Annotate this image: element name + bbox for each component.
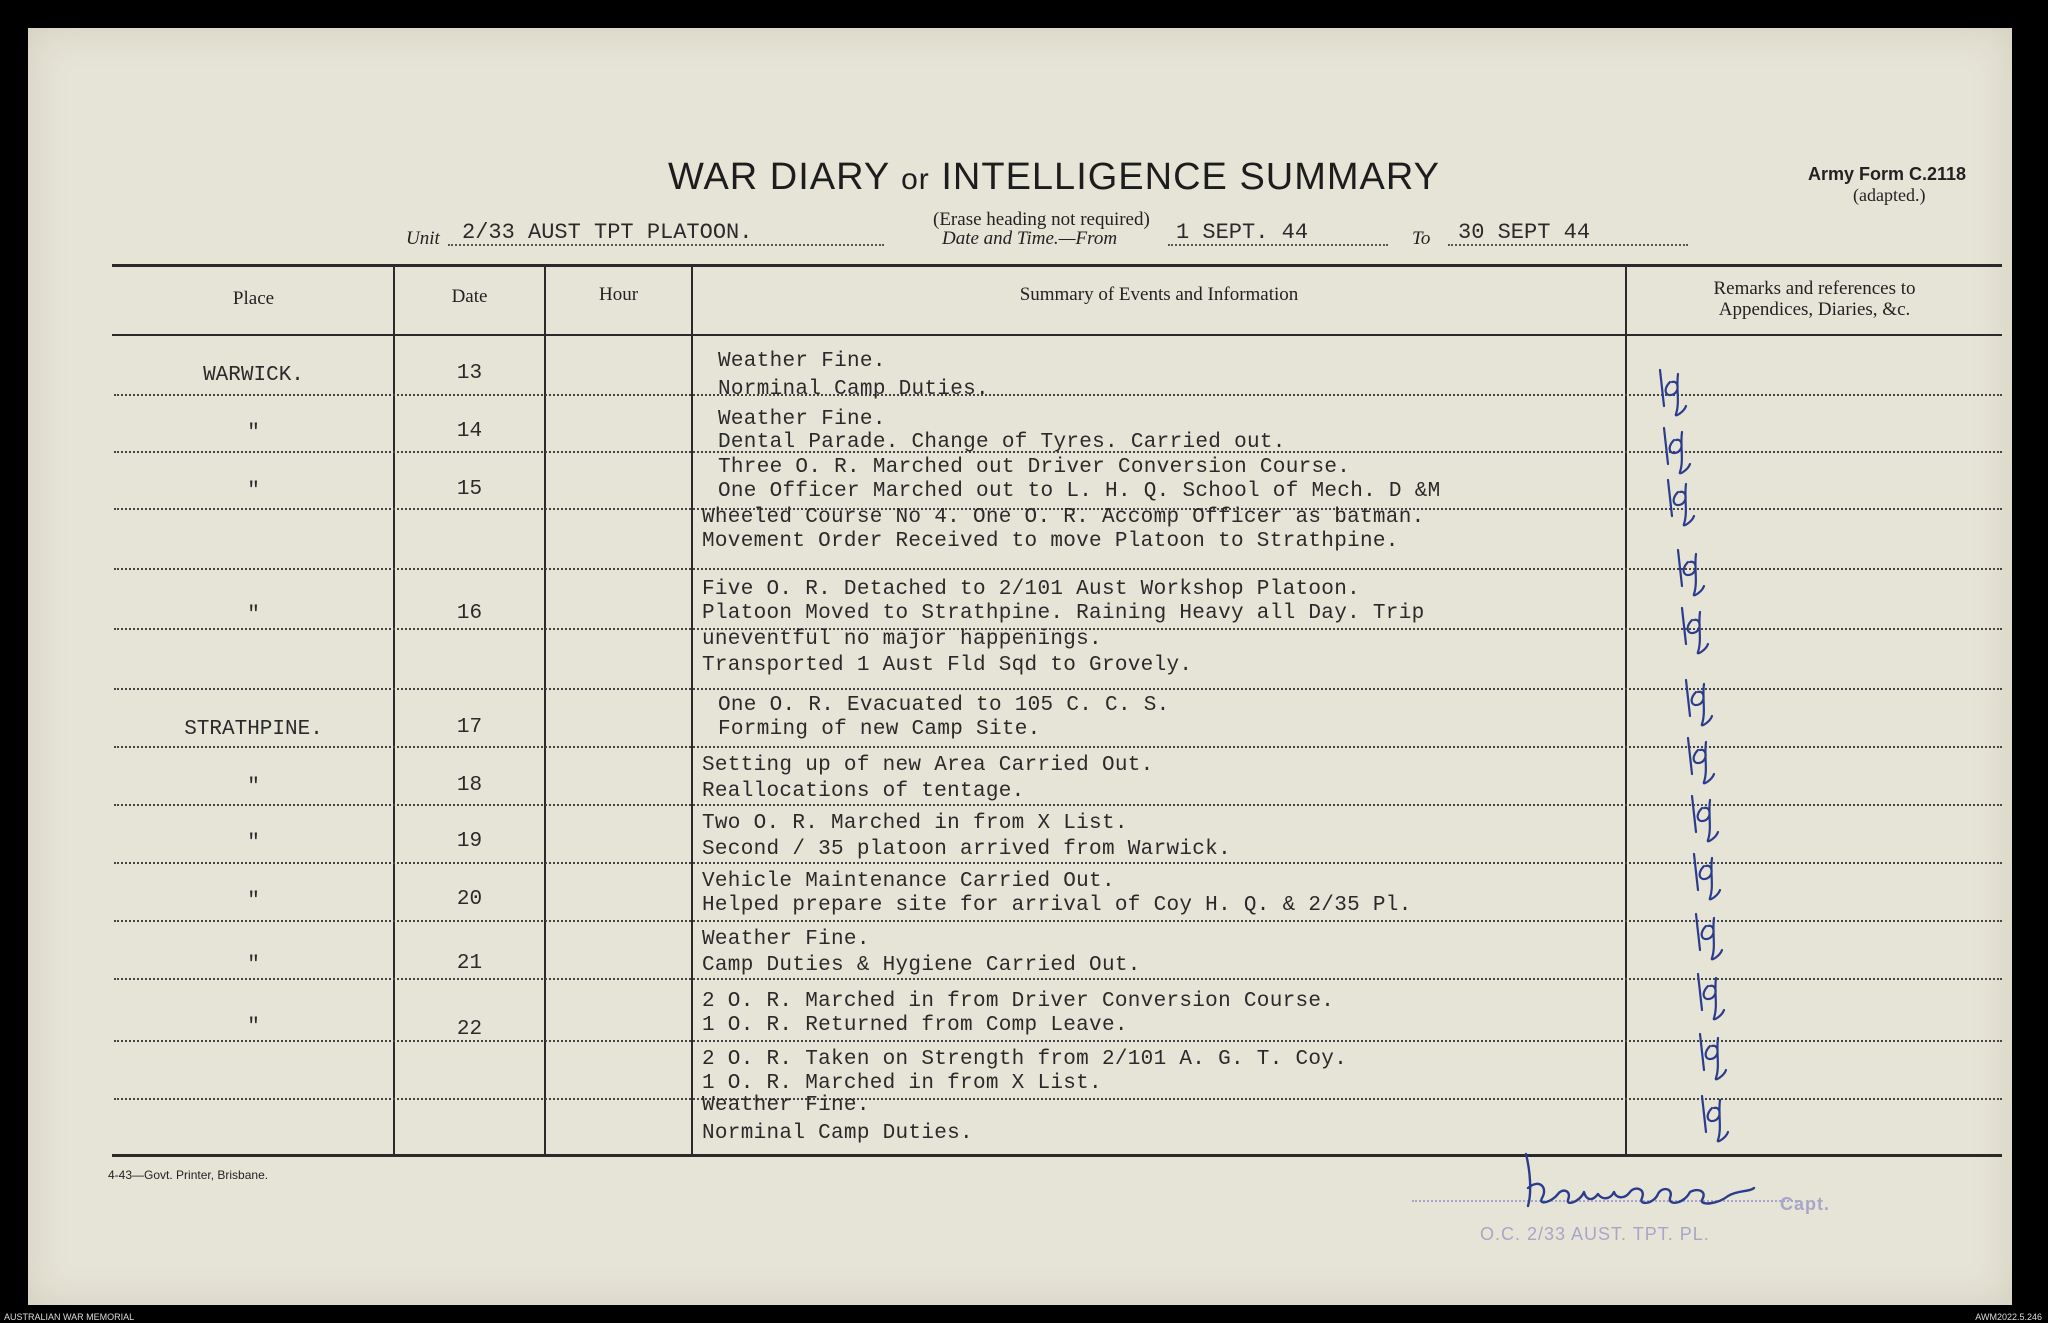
remarks-header-line2: Appendices, Diaries, &c.: [1718, 299, 1911, 320]
handwritten-initials: [1702, 1096, 1728, 1141]
summary-line: Vehicle Maintenance Carried Out.: [702, 870, 1115, 893]
handwritten-initials: [1668, 480, 1694, 525]
place-cell: ": [247, 604, 260, 627]
summary-line: Norminal Camp Duties.: [718, 378, 989, 401]
column-header-hour: Hour: [598, 284, 639, 305]
summary-line: Norminal Camp Duties.: [702, 1122, 973, 1145]
handwritten-initials: [1694, 854, 1720, 899]
summary-line: Weather Fine.: [718, 408, 886, 431]
summary-line: uneventful no major happenings.: [702, 628, 1102, 651]
summary-line: Platoon Moved to Strathpine. Raining Heavy all Day. Trip: [702, 602, 1425, 625]
to-value: 30 SEPT 44: [1458, 220, 1591, 245]
summary-line: Transported 1 Aust Fld Sqd to Grovely.: [702, 654, 1193, 677]
from-value: 1 SEPT. 44: [1176, 220, 1309, 245]
column-header-place: Place: [232, 288, 275, 309]
army-form-adapted: (adapted.): [1853, 185, 1926, 205]
summary-line: Five O. R. Detached to 2/101 Aust Workshop Platoon.: [702, 578, 1361, 601]
col-divider-summary: [1625, 266, 1627, 1154]
summary-line: Weather Fine.: [702, 1094, 870, 1117]
col-divider-date: [544, 266, 546, 1154]
summary-line: Weather Fine.: [718, 350, 886, 373]
summary-line: One Officer Marched out to L. H. Q. School of Mech. D &M: [718, 480, 1441, 503]
handwritten-initials: [1686, 680, 1712, 725]
date-time-label: Date and Time.—From: [942, 228, 1118, 249]
unit-stamp: O.C. 2/33 AUST. TPT. PL.: [1480, 1224, 1710, 1244]
handwritten-initials: [1660, 370, 1686, 415]
summary-line: Camp Duties & Hygiene Carried Out.: [702, 954, 1141, 977]
unit-underline: [448, 244, 884, 246]
to-underline: [1448, 244, 1688, 246]
handwritten-initials: [1692, 796, 1718, 841]
handwritten-initials-column: [1638, 328, 1788, 1158]
place-cell: STRATHPINE.: [184, 718, 323, 741]
document-title: [668, 156, 1440, 199]
summary-line: One O. R. Evacuated to 105 C. C. S.: [718, 694, 1170, 717]
date-cell: 15: [456, 478, 483, 501]
date-cell: 21: [456, 952, 483, 975]
summary-line: Two O. R. Marched in from X List.: [702, 812, 1128, 835]
date-cell: 17: [456, 716, 483, 739]
to-label: To: [1412, 228, 1431, 249]
summary-line: 1 O. R. Marched in from X List.: [702, 1072, 1102, 1095]
place-cell: WARWICK.: [203, 364, 304, 387]
date-cell: 19: [456, 830, 483, 853]
summary-line: 1 O. R. Returned from Comp Leave.: [702, 1014, 1128, 1037]
document-subtitle: (Erase heading not required): [933, 209, 1150, 230]
place-cell: ": [247, 954, 260, 977]
summary-line: Helped prepare site for arrival of Coy H. Q. & 2/35 Pl.: [702, 894, 1412, 917]
summary-line: Reallocations of tentage.: [702, 780, 1025, 803]
handwritten-initials: [1688, 738, 1714, 783]
col-divider-hour: [691, 266, 693, 1154]
place-cell: ": [247, 776, 260, 799]
war-diary-sheet: [28, 28, 2012, 1305]
date-cell: 13: [456, 362, 483, 385]
remarks-header-line1: Remarks and references to: [1713, 278, 1916, 299]
place-cell: ": [247, 832, 260, 855]
archive-credit: AUSTRALIAN WAR MEMORIAL: [4, 1312, 135, 1322]
title-part2: INTELLIGENCE SUMMARY: [929, 156, 1440, 198]
date-cell: 18: [456, 774, 483, 797]
from-underline: [1168, 244, 1388, 246]
summary-line: Weather Fine.: [702, 928, 870, 951]
place-cell: ": [247, 480, 260, 503]
handwritten-signature: [1518, 1148, 1758, 1218]
captain-rank-stamp: Capt.: [1780, 1194, 1830, 1214]
handwritten-initials: [1698, 974, 1724, 1019]
title-or: or: [901, 163, 930, 196]
summary-line: 2 O. R. Marched in from Driver Conversion Course.: [702, 990, 1335, 1013]
title-part1: WAR DIARY: [668, 156, 902, 198]
date-cell: 16: [456, 602, 483, 625]
summary-line: Second / 35 platoon arrived from Warwick.: [702, 838, 1231, 861]
summary-line: Three O. R. Marched out Driver Conversion Course.: [718, 456, 1351, 479]
handwritten-initials: [1664, 428, 1690, 473]
summary-line: 2 O. R. Taken on Strength from 2/101 A. G. T. Coy.: [702, 1048, 1348, 1071]
date-cell: 22: [456, 1018, 483, 1041]
archive-accession-number: AWM2022.5.246: [1975, 1312, 2042, 1322]
place-cell: ": [247, 890, 260, 913]
column-header-summary: Summary of Events and Information: [1019, 284, 1299, 305]
printer-imprint: 4-43—Govt. Printer, Brisbane.: [108, 1168, 269, 1182]
place-cell: ": [247, 422, 260, 445]
handwritten-initials: [1700, 1034, 1726, 1079]
place-cell: ": [247, 1016, 260, 1039]
handwritten-initials: [1678, 550, 1704, 595]
summary-line: Setting up of new Area Carried Out.: [702, 754, 1154, 777]
summary-line: Wheeled Course No 4. One O. R. Accomp Officer as batman.: [702, 506, 1425, 529]
column-header-date: Date: [451, 286, 488, 307]
table-top-rule: [112, 264, 2002, 267]
unit-label: Unit: [406, 228, 440, 249]
summary-line: Dental Parade. Change of Tyres. Carried out.: [718, 431, 1286, 454]
date-cell: 20: [456, 888, 483, 911]
handwritten-initials: [1682, 608, 1708, 653]
summary-line: Movement Order Received to move Platoon to Strathpine.: [702, 530, 1399, 553]
unit-value: 2/33 AUST TPT PLATOON.: [462, 220, 753, 245]
column-header-remarks: [1627, 278, 2002, 320]
summary-line: Forming of new Camp Site.: [718, 718, 1041, 741]
date-cell: 14: [456, 420, 483, 443]
handwritten-initials: [1696, 914, 1722, 959]
army-form-number: Army Form C.2118: [1808, 164, 1967, 184]
